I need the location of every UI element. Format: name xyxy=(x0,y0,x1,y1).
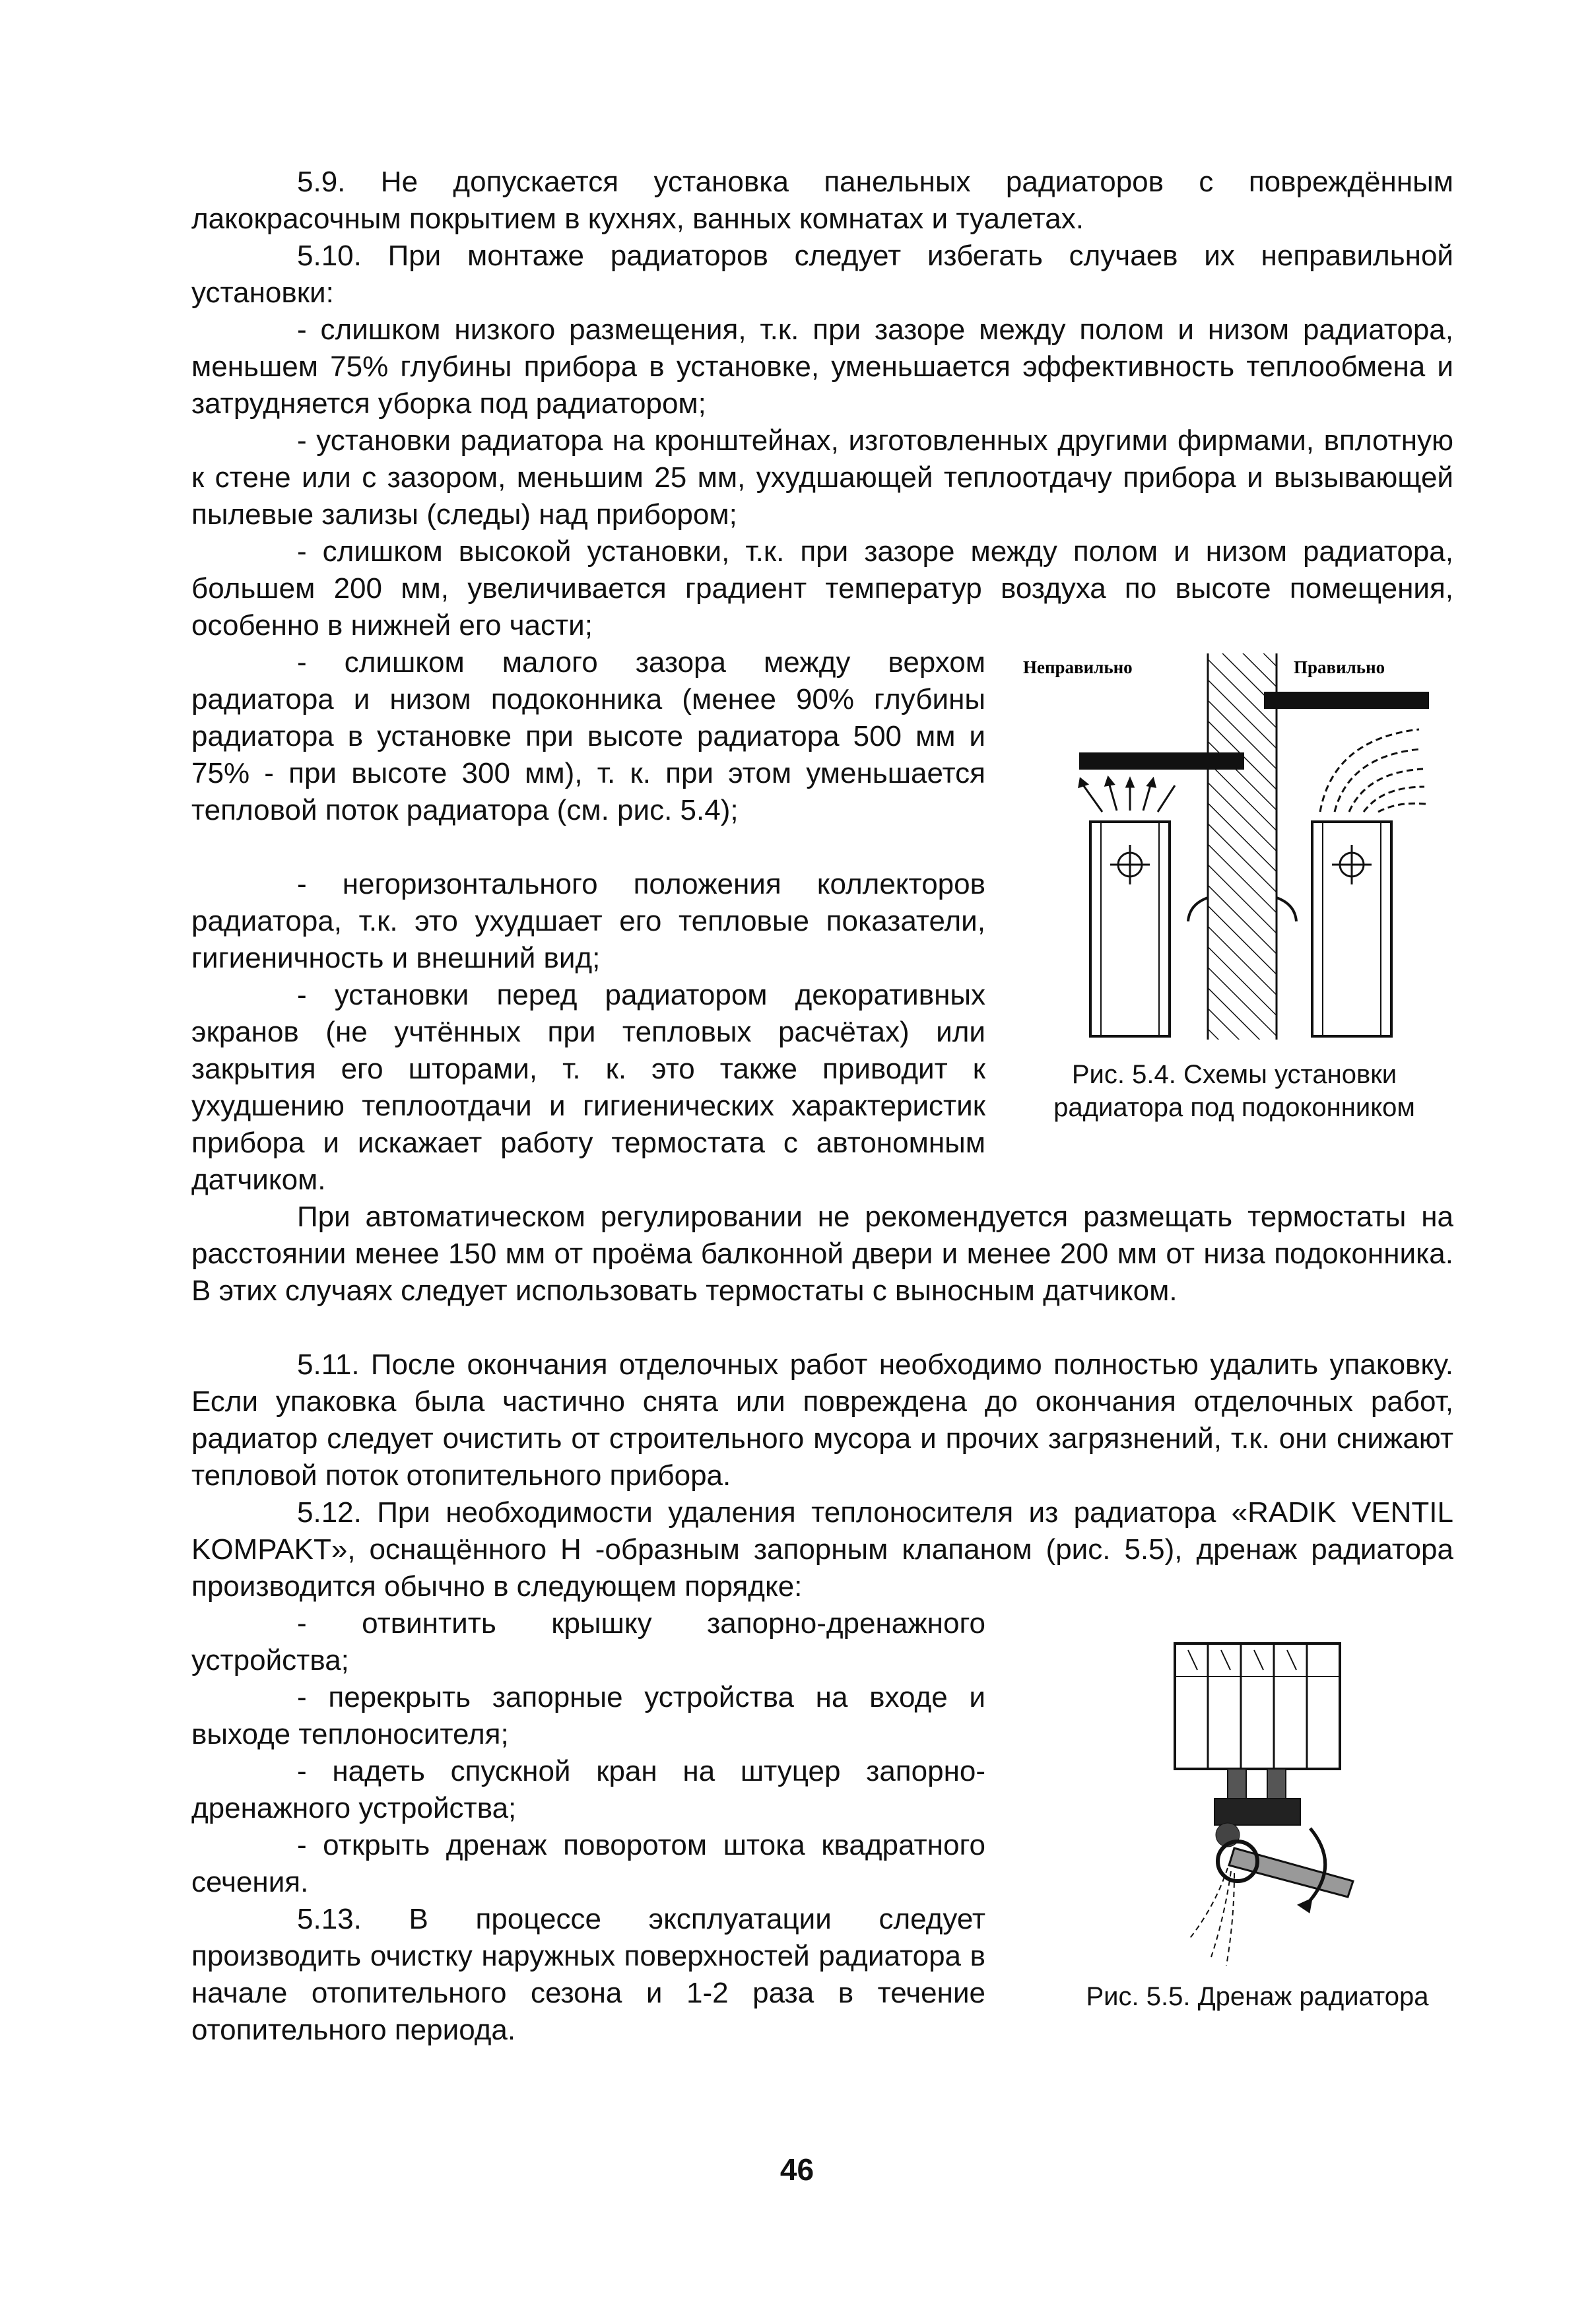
bracket-correct xyxy=(1277,898,1296,921)
shutoff-valve xyxy=(1214,1769,1300,1847)
step-unscrew-cap: - отвинтить крышку запорно-дренажного устройства; xyxy=(191,1607,985,1677)
label-correct: Правильно xyxy=(1294,657,1385,677)
heat-flow-arrows-incorrect xyxy=(1079,778,1175,812)
list-item-brackets: - установки радиатора на кронштейнах, изготовленных другими фирмами, вплотную к стене или с зазором, меньшим 25 мм, ухудшающей теплоотдачу прибора и вызывающей пылевые зализы (следы) над прибором; xyxy=(191,424,1453,531)
step-drain-tap: - надеть спускной кран на штуцер запорно-дренажного устройства; xyxy=(191,1755,985,1824)
list-item-collectors: - негоризонтального положения коллекторов радиатора, т.к. это ухудшает его тепловые показатели, гигиеничность и внешний вид; xyxy=(191,868,985,974)
list-item-high-placement: - слишком высокой установки, т.к. при зазоре между полом и низом радиатора, большем 200 мм, увеличивается градиент температур воздуха по высоте помещения, особенно в нижней его части; xyxy=(191,535,1453,642)
step-close-valves: - перекрыть запорные устройства на входе и выходе теплоносителя; xyxy=(191,1681,985,1750)
radiator-incorrect xyxy=(1090,822,1170,1036)
heat-flow-arrows-correct xyxy=(1320,729,1426,812)
step-open-drain: - открыть дренаж поворотом штока квадратного сечения. xyxy=(191,1829,985,1898)
figure-5-4-diagram xyxy=(1010,647,1459,1043)
list-item-small-gap: - слишком малого зазора между верхом радиатора и низом подоконника (менее 90% глубины радиатора в установке при высоте радиатора 500 мм и 75% - при высоте 300 мм), т. к. при этом уменьшается тепловой поток радиатора (см. рис. 5.4); xyxy=(191,646,985,826)
paragraph-thermostats: При автоматическом регулировании не рекомендуется размещать термостаты на расстоянии менее 150 мм от проёма балконной двери и менее 200 мм от низа подоконника. В этих случаях следует использовать термостаты с выносным датчиком. xyxy=(191,1201,1453,1307)
figure-5-5-diagram xyxy=(1148,1630,1366,1974)
list-item-screens: - установки перед радиатором декоративных экранов (не учтённых при тепловых расчётах) или закрытия его шторами, т. к. это также приводит к ухудшению теплоотдачи и гигиенических характеристик прибора и искажает работу термостата с автономным датчиком. xyxy=(191,979,985,1196)
list-item-low-placement: - слишком низкого размещения, т.к. при зазоре между полом и низом радиатора, меньшем 75% глубины прибора в установке, уменьшается эффективность теплообмена и затрудняется уборка под радиатором; xyxy=(191,314,1453,420)
windowsill-incorrect xyxy=(1079,752,1244,770)
page-number: 46 xyxy=(780,2152,814,2187)
drain-wrench xyxy=(1218,1828,1353,1913)
radiator-drawing xyxy=(1175,1643,1340,1769)
paragraph-5-13: 5.13. В процессе эксплуатации следует производить очистку наружных поверхностей радиатора в начале отопительного сезона и 1-2 раза в течение отопительного периода. xyxy=(191,1903,985,2046)
figure-5-4-caption: Рис. 5.4. Схемы установки радиатора под подоконником xyxy=(1053,1060,1415,1122)
wall-hatched xyxy=(1208,653,1277,1040)
draining-water-jets xyxy=(1188,1868,1234,1966)
radiator-correct xyxy=(1312,822,1391,1036)
bracket-incorrect xyxy=(1188,898,1208,921)
windowsill-correct xyxy=(1264,692,1429,709)
paragraph-5-10: 5.10. При монтаже радиаторов следует избегать случаев их неправильной установки: xyxy=(191,240,1453,309)
paragraph-5-12: 5.12. При необходимости удаления теплоносителя из радиатора «RADIK VENTIL KOMPAKT», оснащённого Н -образным запорным клапаном (рис. 5.5), дренаж радиатора производится обычно в следующем порядке: xyxy=(191,1496,1453,1603)
paragraph-5-11: 5.11. После окончания отделочных работ необходимо полностью удалить упаковку. Если упаковка была частично снята или повреждена до окончания отделочных работ, радиатор следует очистить от строительного мусора и прочих загрязнений, т.к. они снижают тепловой поток отопительного прибора. xyxy=(191,1348,1453,1492)
paragraph-5-9: 5.9. Не допускается установка панельных радиаторов с повреждённым лакокрасочным покрытием в кухнях, ванных комнатах и туалетах. xyxy=(191,166,1453,235)
figure-5-5-caption: Рис. 5.5. Дренаж радиатора xyxy=(1086,1982,1429,2011)
label-incorrect: Неправильно xyxy=(1023,657,1133,677)
